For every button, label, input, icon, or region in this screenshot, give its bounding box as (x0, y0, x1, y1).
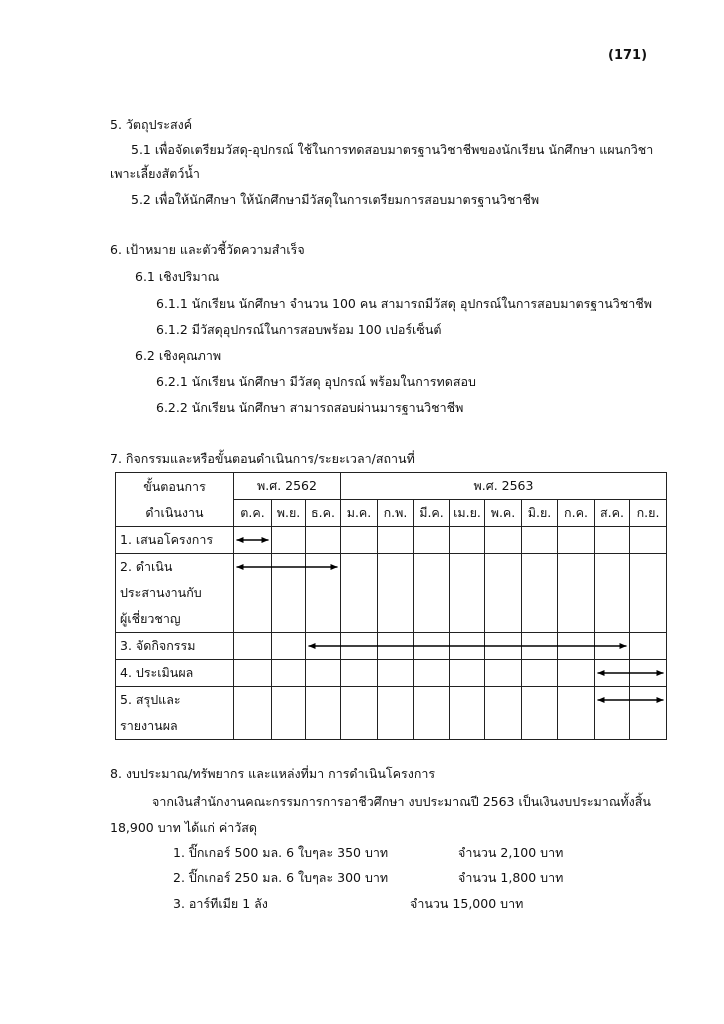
section-8-heading: 8. งบประมาณ/ทรัพยากร และแหล่งที่มา การดำเนินโครงการ (110, 766, 436, 781)
objective-5-2: 5.2 เพื่อให้นักศึกษา ให้นักศึกษามีวัสดุในการเตรียมการสอบมาตรฐานวิชาชีพ (131, 192, 540, 207)
budget-item-2-desc: 2. ปิ๊กเกอร์ 250 มล. 6 ใบๆละ 300 บาท (173, 870, 389, 885)
step-label: 4. ประเมินผล (120, 665, 194, 680)
qualitative-6-2-2: 6.2.2 นักเรียน นักศึกษา สามารถสอบผ่านมารฐานวิชาชีพ (156, 400, 464, 415)
quantitative-6-1-2: 6.1.2 มีวัสดุอุปกรณ์ในการสอบพร้อม 100 เปอร์เซ็นต์ (156, 322, 442, 337)
budget-item-3-desc: 3. อาร์ทีเมีย 1 ลัง (173, 896, 268, 911)
month-header: มี.ค. (414, 500, 450, 527)
month-header: ส.ค. (595, 500, 630, 527)
budget-item-2-amount: จำนวน 1,800 บาท (458, 870, 564, 885)
month-header: ม.ค. (341, 500, 378, 527)
budget-item-3-amount: จำนวน 15,000 บาท (410, 896, 524, 911)
month-header: พ.ค. (485, 500, 522, 527)
step-header-line1: ขั้นตอนการ (143, 478, 206, 494)
quantitative-heading: 6.1 เชิงปริมาณ (135, 269, 220, 284)
step-label: 1. เสนอโครงการ (120, 532, 214, 547)
budget-item-1-amount: จำนวน 2,100 บาท (458, 845, 564, 860)
section-5-heading: 5. วัตถุประสงค์ (110, 117, 193, 132)
step-label: ผู้เชี่ยวชาญ (120, 611, 181, 626)
section-7-heading: 7. กิจกรรมและหรือขั้นตอนดำเนินการ/ระยะเวลา/สถานที่ (110, 451, 415, 466)
month-header: ต.ค. (234, 500, 272, 527)
month-header: ก.ย. (630, 500, 667, 527)
year-2563-header: พ.ศ. 2563 (341, 473, 667, 500)
budget-item-1-desc: 1. ปิ๊กเกอร์ 500 มล. 6 ใบๆละ 350 บาท (173, 845, 389, 860)
month-header: ธ.ค. (306, 500, 341, 527)
month-header: เม.ย. (450, 500, 485, 527)
step-label: ประสานงานกับ (120, 585, 202, 600)
budget-paragraph-line1: จากเงินสำนักงานคณะกรรมการการอาชีวศึกษา งบประมาณปี 2563 เป็นเงินงบประมาณทั้งสิ้น (152, 794, 651, 809)
step-header-line2: ดำเนินงาน (145, 504, 204, 520)
qualitative-6-2-1: 6.2.1 นักเรียน นักศึกษา มีวัสดุ อุปกรณ์ พร้อมในการทดสอบ (156, 374, 476, 389)
month-header: ก.พ. (378, 500, 414, 527)
quantitative-6-1-1: 6.1.1 นักเรียน นักศึกษา จำนวน 100 คน สามารถมีวัสดุ อุปกรณ์ในการสอบมาตรฐานวิชาชีพ (156, 296, 653, 311)
step-label: 2. ดำเนิน (120, 559, 173, 574)
page-number: (171) (608, 48, 648, 63)
step-label: 3. จัดกิจกรรม (120, 638, 196, 653)
month-header: มิ.ย. (522, 500, 558, 527)
step-label: 5. สรุปและ (120, 692, 181, 707)
year-2562-header: พ.ศ. 2562 (234, 473, 341, 500)
step-label: รายงานผล (120, 718, 178, 733)
month-header: พ.ย. (272, 500, 306, 527)
qualitative-heading: 6.2 เชิงคุณภาพ (135, 348, 222, 363)
budget-paragraph-line2: 18,900 บาท ได้แก่ ค่าวัสดุ (110, 820, 258, 835)
month-header: ก.ค. (558, 500, 595, 527)
objective-5-1: 5.1 เพื่อจัดเตรียมวัสดุ-อุปกรณ์ ใช้ในการทดสอบมาตรฐานวิชาชีพของนักเรียน นักศึกษา แผนกวิชา (131, 142, 654, 157)
objective-5-1-cont: เพาะเลี้ยงสัตว์น้ำ (110, 166, 200, 181)
section-6-heading: 6. เป้าหมาย และตัวชี้วัดความสำเร็จ (110, 242, 305, 257)
